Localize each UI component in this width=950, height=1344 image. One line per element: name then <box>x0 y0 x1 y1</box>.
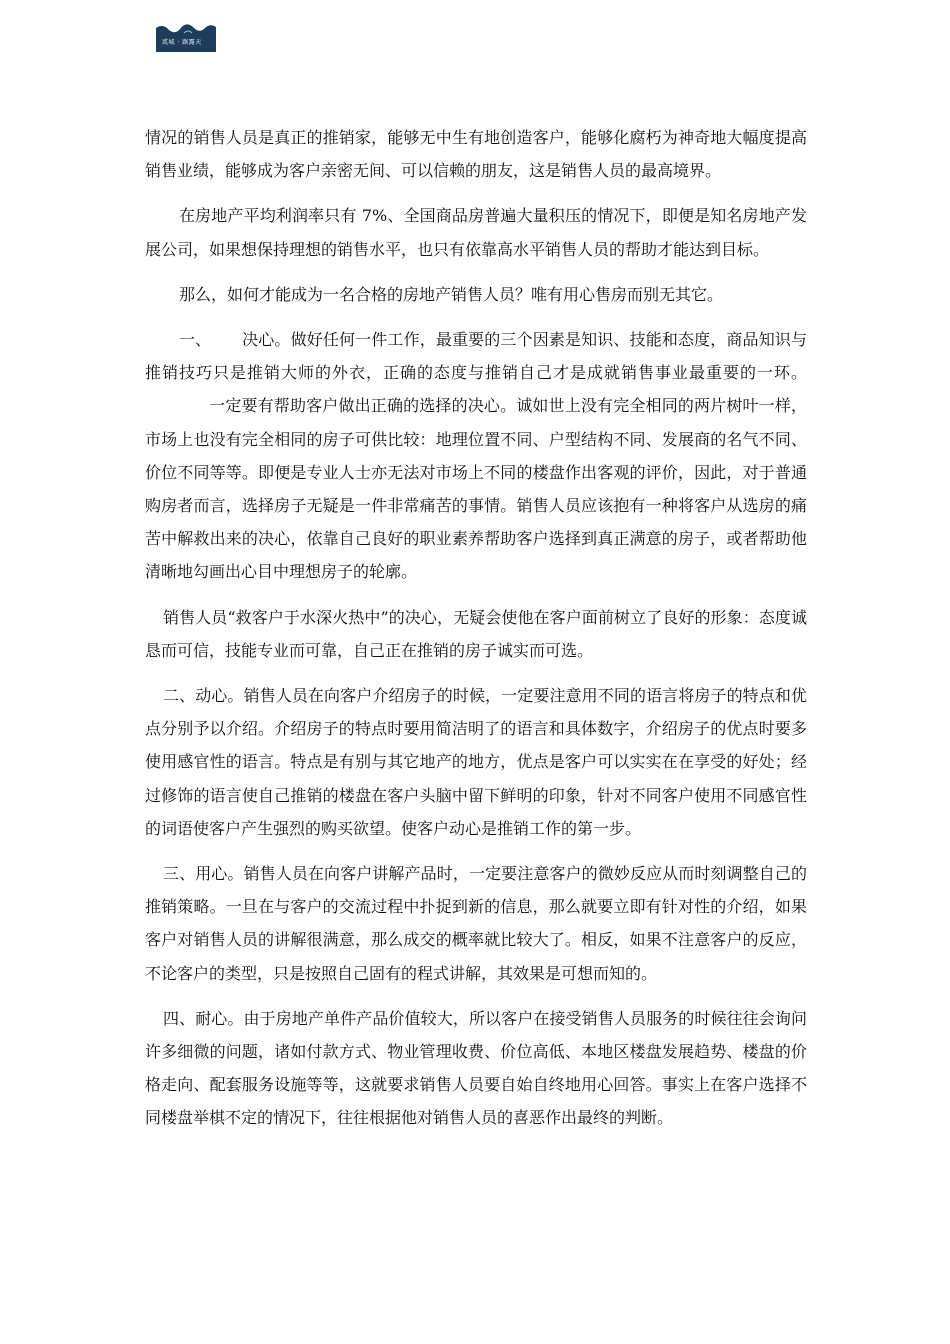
logo-mark-icon <box>156 19 216 52</box>
paragraph-profit-rate: 在房地产平均利润率只有 7%、全国商品房普遍大量积压的情况下，即便是知名房地产发展公司，如果想保持理想的销售水平，也只有依靠高水平销售人员的帮助才能达到目标。 <box>145 206 807 259</box>
paragraph-patience: 四、耐心。由于房地产单件产品价值较大，所以客户在接受销售人员服务的时候往往会询问许多细微的问题，诸如付款方式、物业管理收费、价位高低、本地区楼盘发展趋势、楼盘的价格走向、配套服务设施等等，这就要求销售人员要自始自终地用心回答。事实上在客户选择不同楼盘举棋不定的情况下，往往根据他对销售人员的喜恶作出最终的判断。 <box>145 1008 807 1128</box>
paragraph-question: 那么，如何才能成为一名合格的房地产销售人员？唯有用心售房而别无其它。 <box>179 284 724 304</box>
paragraph-motivation: 二、动心。销售人员在向客户介绍房子的时候，一定要注意用不同的语言将房子的特点和优点分别予以介绍。介绍房子的特点时要用简洁明了的语言和具体数字，介绍房子的优点时要多使用感官性的语言。特点是有别与其它地产的地方，优点是客户可以实实在在享受的好处；经过修饰的语言使自己推销的楼盘在客户头脑中留下鲜明的印象，针对不同客户使用不同感官性的词语使客户产生强烈的购买欲望。使客户动心是推销工作的第一步。 <box>145 686 807 838</box>
paragraph-determination <box>145 323 807 589</box>
paragraph-rescue-customer: 销售人员“救客户于水深火热中”的决心，无疑会使他在客户面前树立了良好的形象：态度诚恳而可信，技能专业而可靠，自己正在推销的房子诚实而可选。 <box>145 607 807 660</box>
item-marker-1: 一、 <box>179 330 212 350</box>
company-logo <box>156 19 216 52</box>
paragraph-intro-continuation: 情况的销售人员是真正的推销家，能够无中生有地创造客户，能够化腐朽为神奇地大幅度提高销售业绩，能够成为客户亲密无间、可以信赖的朋友，这是销售人员的最高境界。 <box>145 128 807 181</box>
determination-text-b: 一定要有帮助客户做出正确的选择的决心。诚如世上没有完全相同的两片树叶一样，市场上也没有完全相同的房子可供比较：地理位置不同、户型结构不同、发展商的名气不同、价位不同等等。即便是专业人士亦无法对市场上不同的楼盘作出客观的评价，因此，对于普通购房者而言，选择房子无疑是一件非常痛苦的事情。销售人员应该抱有一种将客户从选房的痛苦中解救出来的决心，依靠自己良好的职业素养帮助客户选择到真正满意的房子，或者帮助他清晰地勾画出心目中理想房子的轮廓。 <box>145 396 807 582</box>
logo-text: 贰城 · 踞露天 <box>162 39 202 46</box>
document-body <box>145 121 807 1135</box>
paragraph-attentiveness: 三、用心。销售人员在向客户讲解产品时，一定要注意客户的微妙反应从而时刻调整自己的推销策略。一旦在与客户的交流过程中扑捉到新的信息，那么就要立即有针对性的介绍，如果客户对销售人员的讲解很满意，那么成交的概率就比较大了。相反，如果不注意客户的反应，不论客户的类型，只是按照自己固有的程式讲解，其效果是可想而知的。 <box>145 864 807 983</box>
determination-text-a: 决心。做好任何一件工作，最重要的三个因素是知识、技能和态度，商品知识与推销技巧只是推销大师的外衣，正确的态度与推销自己才是成就销售事业最重要的一环。 <box>145 330 807 383</box>
